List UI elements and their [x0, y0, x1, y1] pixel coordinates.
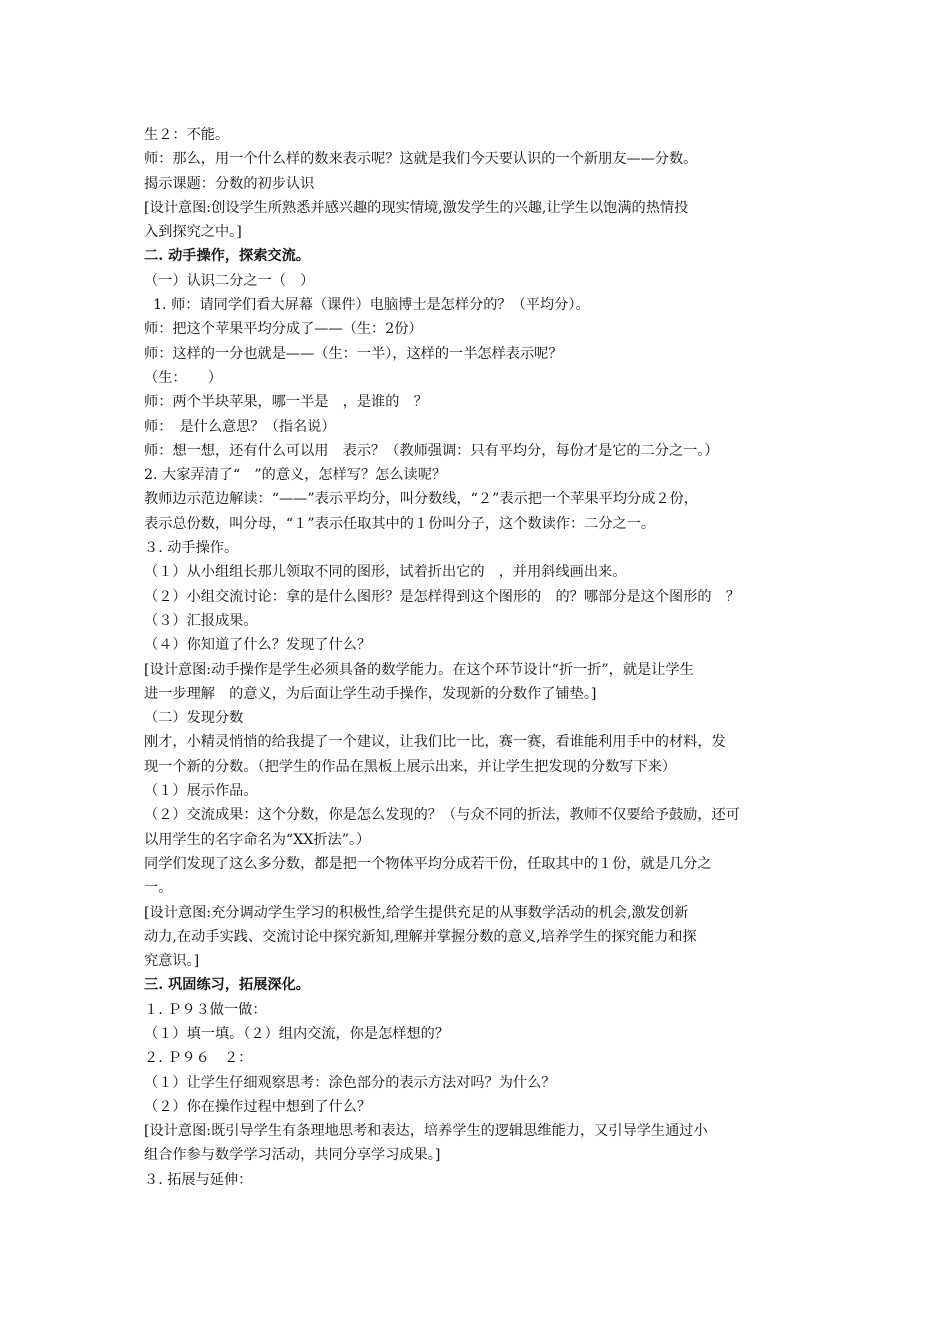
text-line: 生２：不能。	[144, 127, 230, 143]
text-line: 组合作参与数学学习活动，共同分享学习成果。]	[144, 1147, 441, 1164]
text-line: 揭示课题：分数的初步认识	[144, 175, 315, 192]
text-line: 师：那么，用一个什么样的数来表示呢？这就是我们今天要认识的一个新朋友——分数。	[144, 151, 698, 168]
text-line: ３. 拓展与延伸：	[144, 1171, 253, 1188]
text-line: （２）小组交流讨论：拿的是什么图形？是怎样得到这个图形的 的？哪部分是这个图形的 ？	[144, 588, 740, 605]
text-line: 师： 是什么意思？（指名说）	[144, 418, 336, 435]
text-line: 师：把这个苹果平均分成了——（生：2份）	[144, 321, 423, 338]
section-heading: 三. 巩固练习，拓展深化。	[144, 977, 310, 994]
text-line: 动力,在动手实践、交流讨论中探究新知,理解并掌握分数的意义,培养学生的探究能力和探	[144, 928, 697, 945]
text-line: （１）展示作品。	[144, 783, 258, 800]
text-line: 进一步理解 的意义，为后面让学生动手操作，发现新的分数作了铺垫。]	[144, 685, 597, 702]
text-line: 师：两个半块苹果，哪一半是 ，是谁的 ？	[144, 394, 428, 411]
text-line: ２. Ｐ９６ ２：	[144, 1050, 253, 1067]
text-line: （４）你知道了什么？发现了什么？	[144, 637, 372, 654]
text-line: 同学们发现了这么多分数，都是把一个物体平均分成若干份，任取其中的１份，就是几分之	[144, 855, 712, 872]
text-line: （１）填一填。（２）组内交流，你是怎样想的？	[144, 1025, 450, 1042]
document-body	[144, 123, 824, 1192]
text-line: [设计意图:充分调动学生学习的积极性,给学生提供充足的从事数学活动的机会,激发创新	[144, 904, 689, 921]
text-line: [设计意图:创设学生所熟悉并感兴趣的现实情境,激发学生的兴趣,让学生以饱满的热情投	[144, 199, 689, 216]
text-line: 究意识。]	[144, 953, 200, 970]
text-line: ３. 动手操作。	[144, 540, 239, 557]
text-line: （２）交流成果：这个分数，你是怎么发现的？（与众不同的折法，教师不仅要给予鼓励，还可	[144, 807, 740, 824]
text-line: （生： ）	[144, 369, 223, 386]
text-line: [设计意图:动手操作是学生必须具备的数学能力。在这个环节设计“折一折”，就是让学生	[144, 661, 694, 678]
text-line: 以用学生的名字命名为“XX折法”。）	[144, 831, 371, 848]
text-line: 1. 师：请同学们看大屏幕（课件）电脑博士是怎样分的？（平均分）。	[144, 297, 590, 314]
text-line: 表示总份数，叫分母，“１”表示任取其中的１份叫分子，这个数读作：二分之一。	[144, 515, 656, 532]
text-line: 现一个新的分数。（把学生的作品在黑板上展示出来，并让学生把发现的分数写下来）	[144, 758, 677, 775]
text-line: 刚才，小精灵悄悄的给我提了一个建议，让我们比一比，赛一赛，看谁能利用手中的材料，发	[144, 734, 726, 751]
text-line: （３）汇报成果。	[144, 612, 258, 629]
text-line: 入到探究之中。]	[144, 224, 242, 241]
text-line: （１）从小组组长那儿领取不同的图形，试着折出它的 ，并用斜线画出来。	[144, 564, 627, 581]
text-line: （一）认识二分之一（ ）	[144, 272, 315, 289]
section-heading: 二. 动手操作，探索交流。	[144, 248, 310, 265]
text-line: 师：这样的一分也就是——（生：一半），这样的一半怎样表示呢？	[144, 345, 563, 362]
text-line: （２）你在操作过程中想到了什么？	[144, 1098, 372, 1115]
text-line: 师：想一想，还有什么可以用 表示？（教师强调：只有平均分，每份才是它的二分之一。）	[144, 442, 719, 459]
text-line: 2. 大家弄清了“ ”的意义，怎样写？怎么读呢？	[144, 467, 447, 484]
text-line: （１）让学生仔细观察思考：涂色部分的表示方法对吗？为什么？	[144, 1074, 556, 1091]
text-line: 一。	[144, 880, 173, 897]
text-line: 教师边示范边解读：“——”表示平均分，叫分数线，“２”表示把一个苹果平均分成２份，	[144, 491, 698, 508]
text-line: （二）发现分数	[144, 710, 244, 727]
text-line: １. Ｐ９３做一做：	[144, 1001, 267, 1018]
text-line: [设计意图:既引导学生有条理地思考和表达，培养学生的逻辑思维能力，又引导学生通过小	[144, 1123, 708, 1140]
